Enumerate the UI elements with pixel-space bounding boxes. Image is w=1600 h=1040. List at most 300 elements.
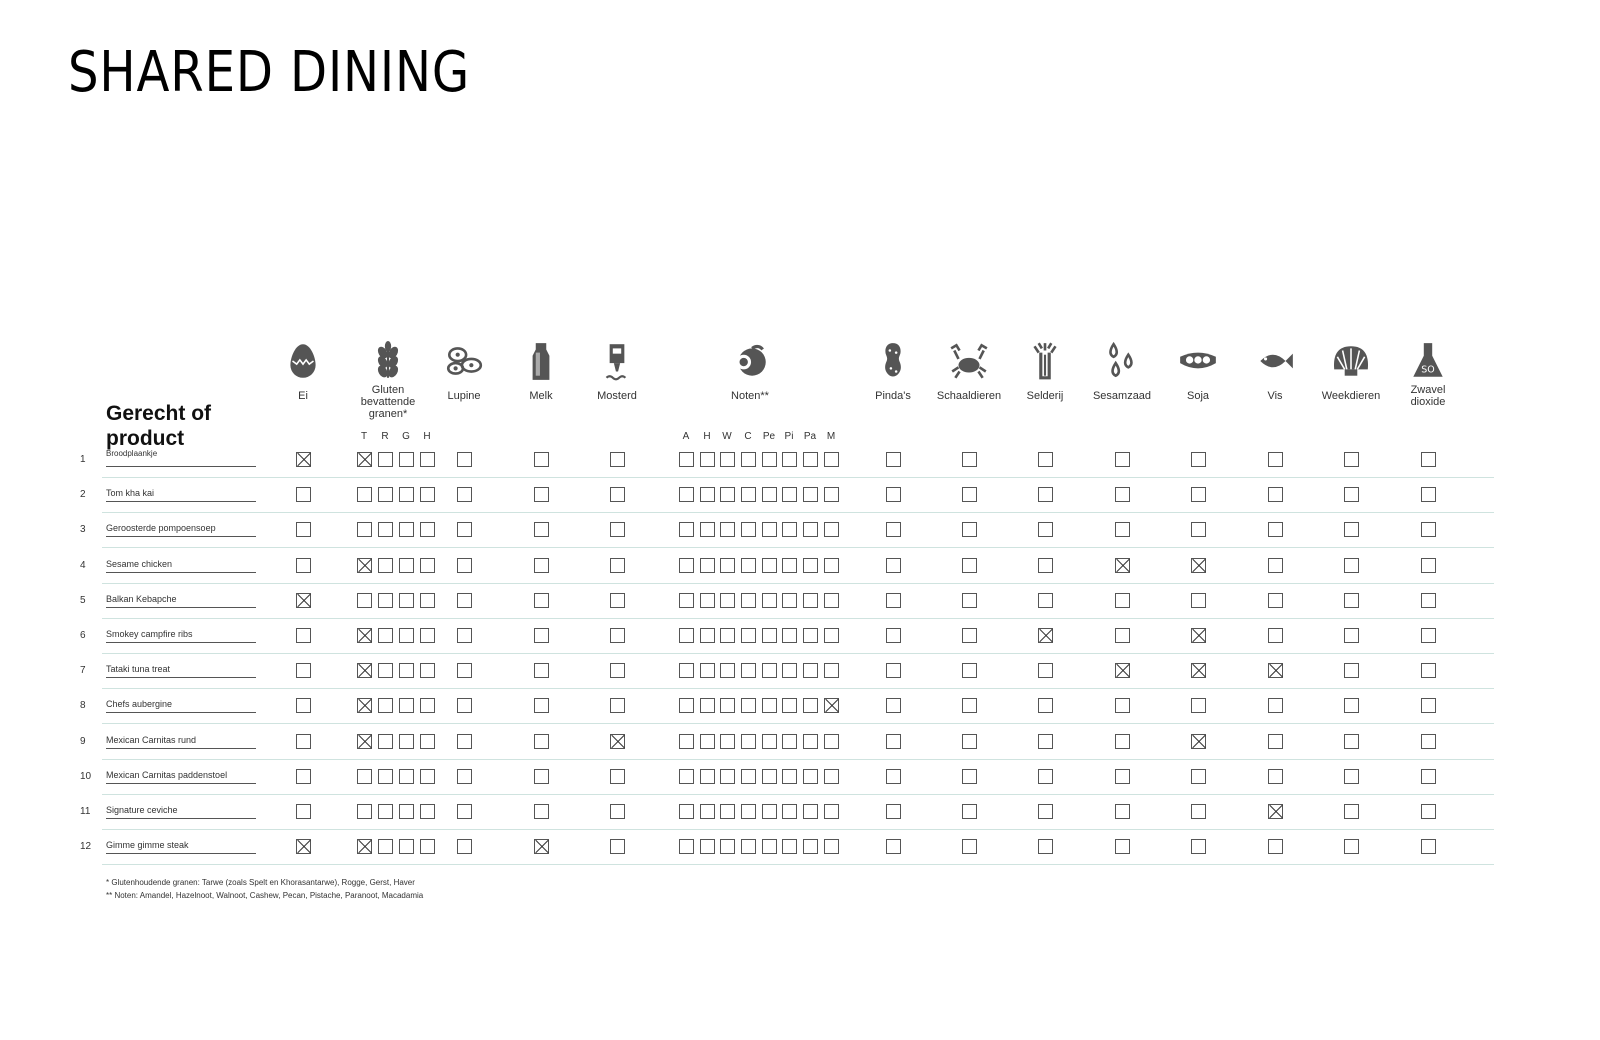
- checkbox-noten-pe[interactable]: [762, 804, 777, 819]
- checkbox-noten-c[interactable]: [741, 769, 756, 784]
- checkbox-pindas[interactable]: [886, 628, 901, 643]
- checkbox-gluten-t[interactable]: [357, 804, 372, 819]
- checkbox-noten-h[interactable]: [700, 839, 715, 854]
- checkbox-noten-pi[interactable]: [782, 769, 797, 784]
- checkbox-soja[interactable]: [1191, 839, 1206, 854]
- checkbox-zwavel[interactable]: [1421, 558, 1436, 573]
- checkbox-noten-m[interactable]: [824, 769, 839, 784]
- checkbox-mosterd[interactable]: [610, 558, 625, 573]
- checkbox-mosterd[interactable]: [610, 628, 625, 643]
- checkbox-gluten-r[interactable]: [378, 593, 393, 608]
- checkbox-gluten-r[interactable]: [378, 769, 393, 784]
- checkbox-noten-a[interactable]: [679, 522, 694, 537]
- checkbox-noten-m[interactable]: [824, 839, 839, 854]
- checkbox-noten-c[interactable]: [741, 734, 756, 749]
- dish-name-field[interactable]: Signature ceviche: [106, 805, 256, 819]
- checkbox-pindas[interactable]: [886, 558, 901, 573]
- checkbox-noten-pa[interactable]: [803, 663, 818, 678]
- checkbox-sesamzaad[interactable]: [1115, 452, 1130, 467]
- checkbox-mosterd[interactable]: [610, 734, 625, 749]
- checkbox-gluten-r[interactable]: [378, 628, 393, 643]
- checkbox-schaaldieren[interactable]: [962, 734, 977, 749]
- checkbox-selderij[interactable]: [1038, 698, 1053, 713]
- checkbox-noten-w[interactable]: [720, 452, 735, 467]
- checkbox-melk[interactable]: [534, 769, 549, 784]
- checkbox-soja[interactable]: [1191, 698, 1206, 713]
- checkbox-noten-h[interactable]: [700, 663, 715, 678]
- checkbox-noten-m[interactable]: [824, 593, 839, 608]
- checkbox-schaaldieren[interactable]: [962, 593, 977, 608]
- checkbox-noten-a[interactable]: [679, 487, 694, 502]
- dish-name-field[interactable]: Gimme gimme steak: [106, 840, 256, 854]
- checkbox-lupine[interactable]: [457, 698, 472, 713]
- checkbox-gluten-r[interactable]: [378, 522, 393, 537]
- checkbox-schaaldieren[interactable]: [962, 558, 977, 573]
- checkbox-ei[interactable]: [296, 593, 311, 608]
- checkbox-melk[interactable]: [534, 558, 549, 573]
- checkbox-lupine[interactable]: [457, 452, 472, 467]
- checkbox-noten-w[interactable]: [720, 628, 735, 643]
- checkbox-zwavel[interactable]: [1421, 593, 1436, 608]
- checkbox-mosterd[interactable]: [610, 804, 625, 819]
- checkbox-noten-pe[interactable]: [762, 769, 777, 784]
- checkbox-pindas[interactable]: [886, 452, 901, 467]
- checkbox-sesamzaad[interactable]: [1115, 804, 1130, 819]
- checkbox-noten-pa[interactable]: [803, 452, 818, 467]
- checkbox-vis[interactable]: [1268, 734, 1283, 749]
- checkbox-noten-a[interactable]: [679, 663, 694, 678]
- checkbox-noten-pi[interactable]: [782, 628, 797, 643]
- checkbox-vis[interactable]: [1268, 522, 1283, 537]
- checkbox-noten-c[interactable]: [741, 698, 756, 713]
- checkbox-noten-m[interactable]: [824, 522, 839, 537]
- checkbox-weekdieren[interactable]: [1344, 452, 1359, 467]
- checkbox-selderij[interactable]: [1038, 628, 1053, 643]
- checkbox-vis[interactable]: [1268, 487, 1283, 502]
- checkbox-gluten-h[interactable]: [420, 839, 435, 854]
- checkbox-selderij[interactable]: [1038, 487, 1053, 502]
- checkbox-noten-h[interactable]: [700, 698, 715, 713]
- checkbox-weekdieren[interactable]: [1344, 663, 1359, 678]
- checkbox-noten-c[interactable]: [741, 522, 756, 537]
- checkbox-ei[interactable]: [296, 769, 311, 784]
- checkbox-soja[interactable]: [1191, 734, 1206, 749]
- checkbox-noten-a[interactable]: [679, 734, 694, 749]
- checkbox-melk[interactable]: [534, 734, 549, 749]
- checkbox-lupine[interactable]: [457, 522, 472, 537]
- checkbox-sesamzaad[interactable]: [1115, 628, 1130, 643]
- checkbox-noten-a[interactable]: [679, 452, 694, 467]
- checkbox-ei[interactable]: [296, 804, 311, 819]
- checkbox-zwavel[interactable]: [1421, 628, 1436, 643]
- checkbox-gluten-g[interactable]: [399, 734, 414, 749]
- checkbox-noten-a[interactable]: [679, 628, 694, 643]
- checkbox-lupine[interactable]: [457, 734, 472, 749]
- checkbox-soja[interactable]: [1191, 487, 1206, 502]
- checkbox-melk[interactable]: [534, 452, 549, 467]
- dish-name-field[interactable]: Mexican Carnitas rund: [106, 735, 256, 749]
- checkbox-gluten-r[interactable]: [378, 452, 393, 467]
- checkbox-melk[interactable]: [534, 839, 549, 854]
- checkbox-noten-c[interactable]: [741, 628, 756, 643]
- checkbox-gluten-h[interactable]: [420, 769, 435, 784]
- checkbox-weekdieren[interactable]: [1344, 734, 1359, 749]
- checkbox-weekdieren[interactable]: [1344, 558, 1359, 573]
- checkbox-melk[interactable]: [534, 804, 549, 819]
- checkbox-ei[interactable]: [296, 522, 311, 537]
- checkbox-gluten-h[interactable]: [420, 663, 435, 678]
- checkbox-gluten-g[interactable]: [399, 593, 414, 608]
- checkbox-zwavel[interactable]: [1421, 698, 1436, 713]
- checkbox-noten-pe[interactable]: [762, 487, 777, 502]
- checkbox-noten-w[interactable]: [720, 593, 735, 608]
- checkbox-ei[interactable]: [296, 628, 311, 643]
- checkbox-weekdieren[interactable]: [1344, 839, 1359, 854]
- checkbox-soja[interactable]: [1191, 804, 1206, 819]
- checkbox-vis[interactable]: [1268, 663, 1283, 678]
- checkbox-mosterd[interactable]: [610, 663, 625, 678]
- checkbox-noten-pe[interactable]: [762, 839, 777, 854]
- checkbox-mosterd[interactable]: [610, 769, 625, 784]
- checkbox-noten-pe[interactable]: [762, 593, 777, 608]
- checkbox-ei[interactable]: [296, 452, 311, 467]
- checkbox-noten-a[interactable]: [679, 804, 694, 819]
- checkbox-pindas[interactable]: [886, 734, 901, 749]
- checkbox-schaaldieren[interactable]: [962, 452, 977, 467]
- checkbox-noten-h[interactable]: [700, 452, 715, 467]
- checkbox-schaaldieren[interactable]: [962, 628, 977, 643]
- checkbox-lupine[interactable]: [457, 804, 472, 819]
- checkbox-gluten-r[interactable]: [378, 698, 393, 713]
- checkbox-soja[interactable]: [1191, 769, 1206, 784]
- checkbox-gluten-t[interactable]: [357, 663, 372, 678]
- checkbox-ei[interactable]: [296, 663, 311, 678]
- checkbox-ei[interactable]: [296, 734, 311, 749]
- checkbox-gluten-g[interactable]: [399, 663, 414, 678]
- checkbox-selderij[interactable]: [1038, 804, 1053, 819]
- checkbox-mosterd[interactable]: [610, 839, 625, 854]
- checkbox-selderij[interactable]: [1038, 558, 1053, 573]
- checkbox-gluten-h[interactable]: [420, 558, 435, 573]
- checkbox-noten-h[interactable]: [700, 804, 715, 819]
- checkbox-zwavel[interactable]: [1421, 734, 1436, 749]
- checkbox-noten-w[interactable]: [720, 522, 735, 537]
- checkbox-pindas[interactable]: [886, 663, 901, 678]
- checkbox-zwavel[interactable]: [1421, 522, 1436, 537]
- checkbox-vis[interactable]: [1268, 839, 1283, 854]
- checkbox-schaaldieren[interactable]: [962, 839, 977, 854]
- checkbox-schaaldieren[interactable]: [962, 804, 977, 819]
- checkbox-gluten-t[interactable]: [357, 839, 372, 854]
- checkbox-soja[interactable]: [1191, 663, 1206, 678]
- checkbox-weekdieren[interactable]: [1344, 628, 1359, 643]
- checkbox-noten-w[interactable]: [720, 734, 735, 749]
- checkbox-mosterd[interactable]: [610, 452, 625, 467]
- checkbox-noten-pi[interactable]: [782, 804, 797, 819]
- checkbox-noten-pa[interactable]: [803, 734, 818, 749]
- dish-name-field[interactable]: Balkan Kebapche: [106, 594, 256, 608]
- checkbox-noten-w[interactable]: [720, 698, 735, 713]
- dish-name-field[interactable]: Tom kha kai: [106, 488, 256, 502]
- checkbox-noten-pi[interactable]: [782, 734, 797, 749]
- checkbox-noten-pa[interactable]: [803, 522, 818, 537]
- checkbox-ei[interactable]: [296, 839, 311, 854]
- checkbox-weekdieren[interactable]: [1344, 804, 1359, 819]
- checkbox-gluten-g[interactable]: [399, 769, 414, 784]
- checkbox-zwavel[interactable]: [1421, 487, 1436, 502]
- checkbox-noten-pi[interactable]: [782, 698, 797, 713]
- checkbox-noten-m[interactable]: [824, 628, 839, 643]
- checkbox-lupine[interactable]: [457, 769, 472, 784]
- checkbox-gluten-h[interactable]: [420, 452, 435, 467]
- checkbox-noten-pa[interactable]: [803, 769, 818, 784]
- checkbox-vis[interactable]: [1268, 452, 1283, 467]
- checkbox-sesamzaad[interactable]: [1115, 769, 1130, 784]
- checkbox-noten-pe[interactable]: [762, 628, 777, 643]
- checkbox-lupine[interactable]: [457, 487, 472, 502]
- checkbox-soja[interactable]: [1191, 628, 1206, 643]
- checkbox-soja[interactable]: [1191, 593, 1206, 608]
- checkbox-noten-a[interactable]: [679, 593, 694, 608]
- checkbox-noten-pi[interactable]: [782, 663, 797, 678]
- checkbox-noten-w[interactable]: [720, 839, 735, 854]
- checkbox-noten-c[interactable]: [741, 452, 756, 467]
- checkbox-sesamzaad[interactable]: [1115, 593, 1130, 608]
- checkbox-pindas[interactable]: [886, 593, 901, 608]
- checkbox-gluten-g[interactable]: [399, 558, 414, 573]
- checkbox-noten-m[interactable]: [824, 487, 839, 502]
- checkbox-gluten-t[interactable]: [357, 452, 372, 467]
- checkbox-pindas[interactable]: [886, 698, 901, 713]
- checkbox-noten-pi[interactable]: [782, 452, 797, 467]
- checkbox-schaaldieren[interactable]: [962, 769, 977, 784]
- checkbox-zwavel[interactable]: [1421, 769, 1436, 784]
- checkbox-selderij[interactable]: [1038, 839, 1053, 854]
- checkbox-noten-pi[interactable]: [782, 839, 797, 854]
- checkbox-noten-h[interactable]: [700, 487, 715, 502]
- checkbox-zwavel[interactable]: [1421, 452, 1436, 467]
- checkbox-pindas[interactable]: [886, 804, 901, 819]
- checkbox-noten-w[interactable]: [720, 487, 735, 502]
- checkbox-noten-h[interactable]: [700, 593, 715, 608]
- checkbox-noten-c[interactable]: [741, 804, 756, 819]
- checkbox-zwavel[interactable]: [1421, 663, 1436, 678]
- checkbox-gluten-h[interactable]: [420, 804, 435, 819]
- checkbox-noten-pe[interactable]: [762, 452, 777, 467]
- checkbox-gluten-h[interactable]: [420, 628, 435, 643]
- checkbox-gluten-h[interactable]: [420, 698, 435, 713]
- checkbox-noten-pa[interactable]: [803, 839, 818, 854]
- checkbox-gluten-t[interactable]: [357, 487, 372, 502]
- checkbox-gluten-h[interactable]: [420, 593, 435, 608]
- checkbox-noten-pe[interactable]: [762, 663, 777, 678]
- checkbox-noten-c[interactable]: [741, 593, 756, 608]
- checkbox-noten-pi[interactable]: [782, 487, 797, 502]
- checkbox-noten-m[interactable]: [824, 558, 839, 573]
- checkbox-pindas[interactable]: [886, 522, 901, 537]
- checkbox-noten-m[interactable]: [824, 804, 839, 819]
- checkbox-vis[interactable]: [1268, 804, 1283, 819]
- checkbox-noten-w[interactable]: [720, 663, 735, 678]
- checkbox-weekdieren[interactable]: [1344, 698, 1359, 713]
- checkbox-ei[interactable]: [296, 558, 311, 573]
- checkbox-melk[interactable]: [534, 628, 549, 643]
- checkbox-gluten-r[interactable]: [378, 839, 393, 854]
- checkbox-sesamzaad[interactable]: [1115, 698, 1130, 713]
- checkbox-melk[interactable]: [534, 487, 549, 502]
- checkbox-lupine[interactable]: [457, 558, 472, 573]
- checkbox-gluten-r[interactable]: [378, 804, 393, 819]
- checkbox-schaaldieren[interactable]: [962, 487, 977, 502]
- checkbox-vis[interactable]: [1268, 558, 1283, 573]
- checkbox-noten-pa[interactable]: [803, 698, 818, 713]
- checkbox-gluten-g[interactable]: [399, 487, 414, 502]
- checkbox-gluten-t[interactable]: [357, 769, 372, 784]
- checkbox-pindas[interactable]: [886, 769, 901, 784]
- checkbox-noten-pe[interactable]: [762, 698, 777, 713]
- checkbox-noten-pa[interactable]: [803, 804, 818, 819]
- checkbox-soja[interactable]: [1191, 522, 1206, 537]
- checkbox-noten-pi[interactable]: [782, 558, 797, 573]
- checkbox-sesamzaad[interactable]: [1115, 487, 1130, 502]
- checkbox-lupine[interactable]: [457, 628, 472, 643]
- checkbox-noten-c[interactable]: [741, 487, 756, 502]
- checkbox-gluten-g[interactable]: [399, 452, 414, 467]
- checkbox-noten-m[interactable]: [824, 698, 839, 713]
- checkbox-noten-pe[interactable]: [762, 558, 777, 573]
- checkbox-noten-h[interactable]: [700, 522, 715, 537]
- checkbox-noten-c[interactable]: [741, 839, 756, 854]
- checkbox-noten-w[interactable]: [720, 558, 735, 573]
- checkbox-soja[interactable]: [1191, 558, 1206, 573]
- checkbox-noten-a[interactable]: [679, 769, 694, 784]
- checkbox-vis[interactable]: [1268, 628, 1283, 643]
- checkbox-noten-pa[interactable]: [803, 628, 818, 643]
- checkbox-selderij[interactable]: [1038, 593, 1053, 608]
- checkbox-vis[interactable]: [1268, 593, 1283, 608]
- checkbox-noten-h[interactable]: [700, 628, 715, 643]
- checkbox-gluten-t[interactable]: [357, 628, 372, 643]
- checkbox-gluten-g[interactable]: [399, 628, 414, 643]
- checkbox-selderij[interactable]: [1038, 452, 1053, 467]
- checkbox-ei[interactable]: [296, 487, 311, 502]
- checkbox-selderij[interactable]: [1038, 522, 1053, 537]
- checkbox-melk[interactable]: [534, 698, 549, 713]
- checkbox-gluten-r[interactable]: [378, 734, 393, 749]
- checkbox-gluten-g[interactable]: [399, 839, 414, 854]
- checkbox-noten-w[interactable]: [720, 804, 735, 819]
- checkbox-selderij[interactable]: [1038, 663, 1053, 678]
- checkbox-sesamzaad[interactable]: [1115, 663, 1130, 678]
- dish-name-field[interactable]: Geroosterde pompoensoep: [106, 523, 256, 537]
- checkbox-noten-a[interactable]: [679, 698, 694, 713]
- checkbox-mosterd[interactable]: [610, 487, 625, 502]
- checkbox-noten-h[interactable]: [700, 769, 715, 784]
- checkbox-gluten-r[interactable]: [378, 487, 393, 502]
- checkbox-mosterd[interactable]: [610, 593, 625, 608]
- dish-name-field[interactable]: Mexican Carnitas paddenstoel: [106, 770, 256, 784]
- checkbox-lupine[interactable]: [457, 839, 472, 854]
- checkbox-gluten-g[interactable]: [399, 804, 414, 819]
- checkbox-noten-m[interactable]: [824, 663, 839, 678]
- checkbox-lupine[interactable]: [457, 593, 472, 608]
- checkbox-mosterd[interactable]: [610, 522, 625, 537]
- checkbox-gluten-g[interactable]: [399, 698, 414, 713]
- checkbox-zwavel[interactable]: [1421, 839, 1436, 854]
- checkbox-pindas[interactable]: [886, 839, 901, 854]
- checkbox-melk[interactable]: [534, 522, 549, 537]
- checkbox-noten-h[interactable]: [700, 558, 715, 573]
- checkbox-soja[interactable]: [1191, 452, 1206, 467]
- checkbox-vis[interactable]: [1268, 769, 1283, 784]
- checkbox-noten-pa[interactable]: [803, 558, 818, 573]
- checkbox-ei[interactable]: [296, 698, 311, 713]
- dish-name-field[interactable]: Sesame chicken: [106, 559, 256, 573]
- checkbox-weekdieren[interactable]: [1344, 522, 1359, 537]
- checkbox-weekdieren[interactable]: [1344, 487, 1359, 502]
- checkbox-weekdieren[interactable]: [1344, 593, 1359, 608]
- checkbox-gluten-t[interactable]: [357, 522, 372, 537]
- dish-name-field[interactable]: Chefs aubergine: [106, 699, 256, 713]
- checkbox-noten-h[interactable]: [700, 734, 715, 749]
- checkbox-weekdieren[interactable]: [1344, 769, 1359, 784]
- checkbox-noten-pa[interactable]: [803, 593, 818, 608]
- checkbox-selderij[interactable]: [1038, 769, 1053, 784]
- checkbox-noten-a[interactable]: [679, 839, 694, 854]
- checkbox-gluten-r[interactable]: [378, 663, 393, 678]
- checkbox-gluten-t[interactable]: [357, 593, 372, 608]
- checkbox-melk[interactable]: [534, 593, 549, 608]
- checkbox-mosterd[interactable]: [610, 698, 625, 713]
- checkbox-gluten-h[interactable]: [420, 487, 435, 502]
- checkbox-noten-pe[interactable]: [762, 522, 777, 537]
- checkbox-schaaldieren[interactable]: [962, 698, 977, 713]
- checkbox-sesamzaad[interactable]: [1115, 558, 1130, 573]
- checkbox-gluten-r[interactable]: [378, 558, 393, 573]
- checkbox-gluten-t[interactable]: [357, 698, 372, 713]
- checkbox-gluten-h[interactable]: [420, 522, 435, 537]
- checkbox-noten-m[interactable]: [824, 452, 839, 467]
- checkbox-pindas[interactable]: [886, 487, 901, 502]
- checkbox-noten-m[interactable]: [824, 734, 839, 749]
- checkbox-gluten-t[interactable]: [357, 558, 372, 573]
- checkbox-gluten-t[interactable]: [357, 734, 372, 749]
- checkbox-noten-w[interactable]: [720, 769, 735, 784]
- checkbox-sesamzaad[interactable]: [1115, 522, 1130, 537]
- checkbox-noten-c[interactable]: [741, 558, 756, 573]
- checkbox-schaaldieren[interactable]: [962, 663, 977, 678]
- checkbox-noten-pe[interactable]: [762, 734, 777, 749]
- checkbox-noten-c[interactable]: [741, 663, 756, 678]
- checkbox-schaaldieren[interactable]: [962, 522, 977, 537]
- checkbox-melk[interactable]: [534, 663, 549, 678]
- checkbox-noten-a[interactable]: [679, 558, 694, 573]
- checkbox-noten-pa[interactable]: [803, 487, 818, 502]
- dish-name-field[interactable]: Smokey campfire ribs: [106, 629, 256, 643]
- checkbox-gluten-h[interactable]: [420, 734, 435, 749]
- checkbox-sesamzaad[interactable]: [1115, 839, 1130, 854]
- dish-name-field[interactable]: Tataki tuna treat: [106, 664, 256, 678]
- dish-name-field[interactable]: [106, 453, 256, 467]
- checkbox-noten-pi[interactable]: [782, 522, 797, 537]
- checkbox-sesamzaad[interactable]: [1115, 734, 1130, 749]
- checkbox-selderij[interactable]: [1038, 734, 1053, 749]
- checkbox-vis[interactable]: [1268, 698, 1283, 713]
- checkbox-zwavel[interactable]: [1421, 804, 1436, 819]
- checkbox-gluten-g[interactable]: [399, 522, 414, 537]
- checkbox-lupine[interactable]: [457, 663, 472, 678]
- checkbox-noten-pi[interactable]: [782, 593, 797, 608]
